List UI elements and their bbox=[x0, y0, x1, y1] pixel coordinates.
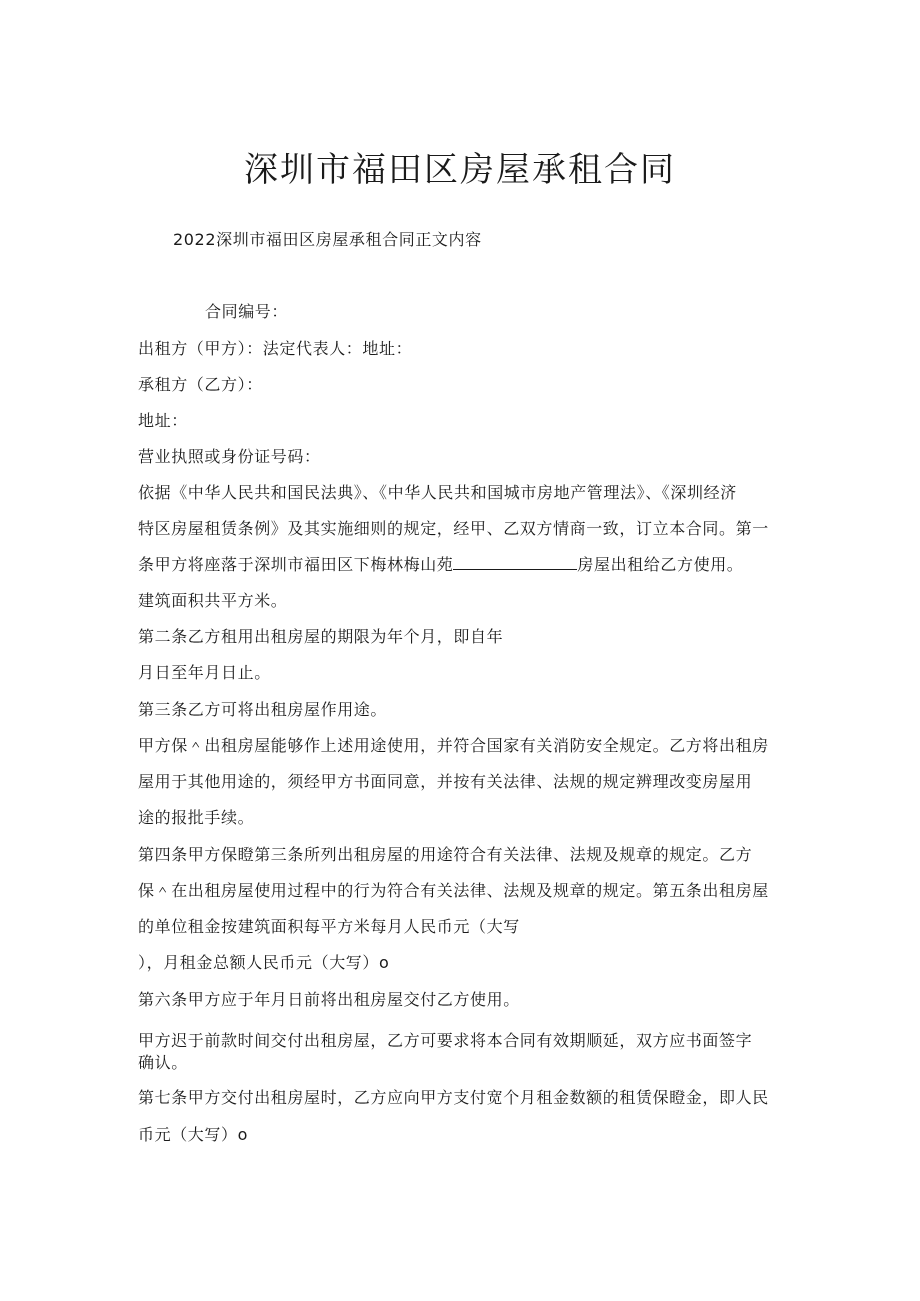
paragraph-line: 建筑面积共平方米。 bbox=[138, 591, 288, 610]
address-line: 地址： bbox=[138, 411, 188, 430]
fill-in-blank bbox=[453, 555, 577, 570]
paragraph-line: 确认。 bbox=[138, 1053, 188, 1072]
article-6-line: 第六条甲方应于年月日前将出租房屋交付乙方使用。 bbox=[138, 990, 520, 1009]
paragraph-line: 特区房屋租赁条例》及其实施细则的规定，经甲、乙双方情商一致，订立本合同。第一 bbox=[138, 519, 769, 538]
article-1-text-end: 房屋出租给乙方使用。 bbox=[577, 555, 744, 574]
paragraph-line: 途的报批手续。 bbox=[138, 808, 255, 827]
article-2-line: 第二条乙方租用出租房屋的期限为年个月，即自年 bbox=[138, 627, 504, 646]
article-1-line bbox=[138, 555, 743, 575]
contract-number-line: 合同编号： bbox=[205, 302, 289, 321]
paragraph-line: 屋用于其他用途的，须经甲方书面同意，并按有关法律、法规的规定辨理改变房屋用 bbox=[138, 772, 753, 791]
license-id-line: 营业执照或身份证号码： bbox=[138, 447, 321, 466]
article-7-line: 第七条甲方交付出租房屋时，乙方应向甲方支付宽个月租金数额的租赁保瞪金，即人民 bbox=[138, 1088, 769, 1107]
paragraph-line: 依据《中华人民共和国民法典》、《中华人民共和国城市房地产管理法》、《深圳经济 bbox=[138, 483, 737, 502]
lessee-line: 承租方（乙方）： bbox=[138, 375, 263, 394]
paragraph-line: 币元（大写）o bbox=[138, 1125, 248, 1144]
paragraph-line: ），月租金总额人民币元（大写）o bbox=[138, 953, 390, 972]
article-1-text: 条甲方将座落于深圳市福田区下梅林梅山苑 bbox=[138, 555, 454, 574]
document-title: 深圳市福田区房屋承租合同 bbox=[244, 150, 676, 190]
lessor-line: 出租方（甲方）：法定代表人：地址： bbox=[138, 339, 413, 358]
paragraph-line: 的单位租金按建筑面积每平方米每月人民币元（大写 bbox=[138, 917, 520, 936]
document-subtitle: 2022深圳市福田区房屋承租合同正文内容 bbox=[173, 230, 482, 249]
paragraph-line: 月日至年月日止。 bbox=[138, 663, 271, 682]
paragraph-line: 甲方保＾出租房屋能够作上述用途使用，并符合国家有关消防安全规定。乙方将出租房 bbox=[138, 736, 769, 755]
article-3-line: 第三条乙方可将出租房屋作用途。 bbox=[138, 700, 388, 719]
paragraph-line: 保＾在出租房屋使用过程中的行为符合有关法律、法规及规章的规定。第五条出租房屋 bbox=[138, 881, 769, 900]
paragraph-line: 甲方迟于前款时间交付出租房屋，乙方可要求将本合同有效期顺延，双方应书面签字 bbox=[138, 1031, 753, 1050]
article-4-line: 第四条甲方保瞪第三条所列出租房屋的用途符合有关法律、法规及规章的规定。乙方 bbox=[138, 845, 753, 864]
